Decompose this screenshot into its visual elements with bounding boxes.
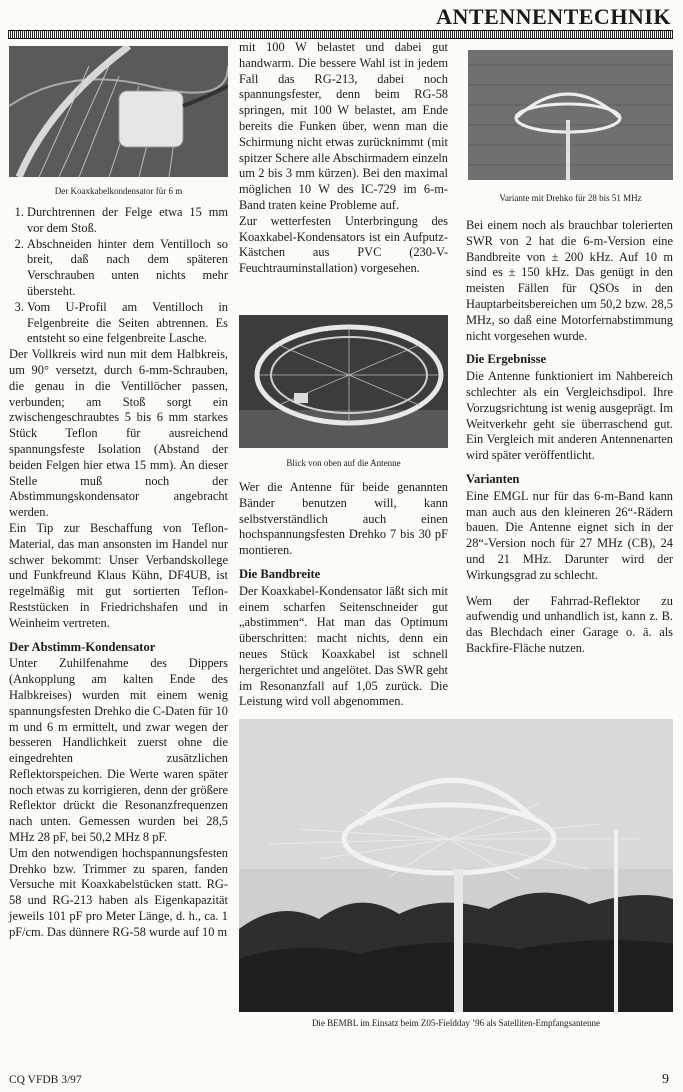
photo-coax-capacitor <box>9 46 228 177</box>
footer-issue: CQ VFDB 3/97 <box>9 1074 82 1086</box>
section-header-title: ANTENNENTECHNIK <box>436 4 671 29</box>
step-list <box>9 205 228 347</box>
column-3 <box>466 218 673 657</box>
paragraph: Die Antenne funktioniert im Nahbereich schlechter als ein Vergleichsdipol. Ihre Vorzugsrichtung ist wenig ausgeprägt. Im Weitverkehr geht sie überraschend gut. Ein Vergleich mit anderen Antennenarten wird später veröffentlicht. <box>466 369 673 463</box>
paragraph: mit 100 W belastet und dabei gut handwarm. Die bessere Wahl ist in jedem Fall das RG-213, dabei noch spannungsfester, denn beim RG-58 springen, mit 100 W belastet, am Ende bereits die Funken über, wenn man die Schirmung nicht etwas zurücknimmt (mit spitzer Schere alle Abschirmadern einzeln um 2 bis 3 mm kürzen). Bei den maximal möglichen 10 W des IC-729 im 6-m-Band traten keine Probleme auf. <box>239 40 448 212</box>
photo-caption: Variante mit Drehko für 28 bis 51 MHz <box>499 193 642 203</box>
paragraph: Bei einem noch als brauchbar tolerierten SWR von 2 hat die 6-m-Version eine Bandbreite von ± 200 kHz. Auf 10 m sind es ± 150 kHz. Das genügt in den meisten Fällen für QSOs in den Hauptarbeitsbereichen um 50,2 bzw. 28,5 MHz, so daß eine Motorfernabstimmung nicht vorgesehen wurde. <box>466 218 673 343</box>
column-2 <box>239 40 448 277</box>
paragraph: Der Vollkreis wird nun mit dem Halbkreis, um 90° versetzt, durch 6-mm-Schrauben, die genau in die Ventillöcher passen, verbunden; am Stoß sorgt ein zwischengeschraubtes 5 bis 6 mm starkes Stück Teflon für ausreichend spannungsfeste Isolation (Abstand der beiden Felgen hier etwa 15 mm). An dieser Stelle muß noch der Abstimmungskondensator angebracht werden. <box>9 347 228 520</box>
header-rule <box>8 30 673 39</box>
paragraph: Der Koaxkabel-Kondensator läßt sich mit einem scharfen Seitenschneider gut „abstimmen“. Hat man das Optimum überschritten: macht nichts, denn ein neues Stück Koaxkabel ist schnell hergerichtet und angelötet. Das SWR geht im Resonanzfall auf 1,05 zurück. Die Leistung wird voll abgenommen. <box>239 583 448 709</box>
paragraph: Unter Zuhilfenahme des Dippers (Ankopplung am kalten Ende des Halbkreises) wurden mit einem wenig spannungsfesten Drehko die C-Daten für 10 m und 6 m ermittelt, und zwar wegen der besseren Handlichkeit zuerst ohne die eingedrehten zusätzlichen Reflektorspeichen. Die Werte waren später noch etwas zu korrigieren, denn der größere Reflektor drückt die Resonanzfrequenzen nach unten. Gemessen wurden bei 28,5 MHz 28 pF, bei 50,2 MHz 8 pF. <box>9 656 228 845</box>
column-1 <box>9 205 228 941</box>
photo-caption: Die BEMBL im Einsatz beim Z05-Fieldday ’96 als Satelliten-Empfangsantenne <box>311 1018 601 1028</box>
photo-variant-drehko <box>468 50 673 180</box>
section-heading: Varianten <box>466 471 520 486</box>
list-item: 3. Vom U-Profil am Ventilloch in Felgenbreite die Seiten abtrennen. Es entsteht so eine felgenbreite Lasche. <box>27 300 228 347</box>
paragraph: Eine EMGL nur für das 6-m-Band kann man auch aus den kleineren 26“-Rädern bauen. Die Antenne eignet sich in der 28“-Version noch für 27 MHz (CB), 24 und 21 MHz. Darunter wird der Wirkungsgrad zu schlecht. <box>466 488 673 582</box>
photo-bembl-fieldday <box>239 719 673 1012</box>
section-heading: Der Abstimm-Kondensator <box>9 639 156 654</box>
paragraph: Wer die Antenne für beide genannten Bänder benutzen will, kann selbstverständlich auch einen hochspannungsfesten Drehko 7 bis 30 pF montieren. <box>239 480 448 558</box>
paragraph: Ein Tip zur Beschaffung von Teflon-Material, das man ansonsten im Handel nur schwer bekommt: Unser Verbandskollege und Funkfreund Klaus Kühn, DF4UB, ist regelmäßig mit gut sortierten Teflon-Reststücken in Friedrichshafen und in Weinheim vertreten. <box>9 520 228 630</box>
section-heading: Die Bandbreite <box>239 566 321 581</box>
paragraph: Zur wetterfesten Unterbringung des Koaxkabel-Kondensators ist ein Aufputz-Kästchen aus PVC (230-V-Feuchtrauminstallation) vorgesehen. <box>239 213 448 276</box>
page-number: 9 <box>662 1072 669 1087</box>
column-2-lower <box>239 480 448 710</box>
paragraph: Wem der Fahrrad-Reflektor zu aufwendig und unhandlich ist, kann z. B. das Blechdach einer Garage o. ä. als Backfire-Fläche nutzen. <box>466 593 673 655</box>
paragraph: Um den notwendigen hochspannungsfesten Drehko bzw. Trimmer zu sparen, fanden Versuche mit Koaxkabelstücken statt. RG-58 und RG-213 haben als Eigenkapazität jeweils 101 pF pro Meter Länge, d. h., ca. 1 pF/cm. Das dünnere RG-58 wurde auf 10 m <box>9 845 228 939</box>
photo-caption: Blick von oben auf die Antenne <box>286 458 401 468</box>
list-item: 2. Abschneiden hinter dem Ventilloch so breit, daß nach dem späteren Verschrauben unten nichts mehr übersteht. <box>27 237 228 300</box>
section-heading: Die Ergebnisse <box>466 352 547 367</box>
photo-top-view <box>239 315 448 448</box>
photo-caption: Der Koaxkabelkondensator für 6 m <box>54 186 183 196</box>
list-item: 1. Durchtrennen der Felge etwa 15 mm vor dem Stoß. <box>27 205 228 237</box>
